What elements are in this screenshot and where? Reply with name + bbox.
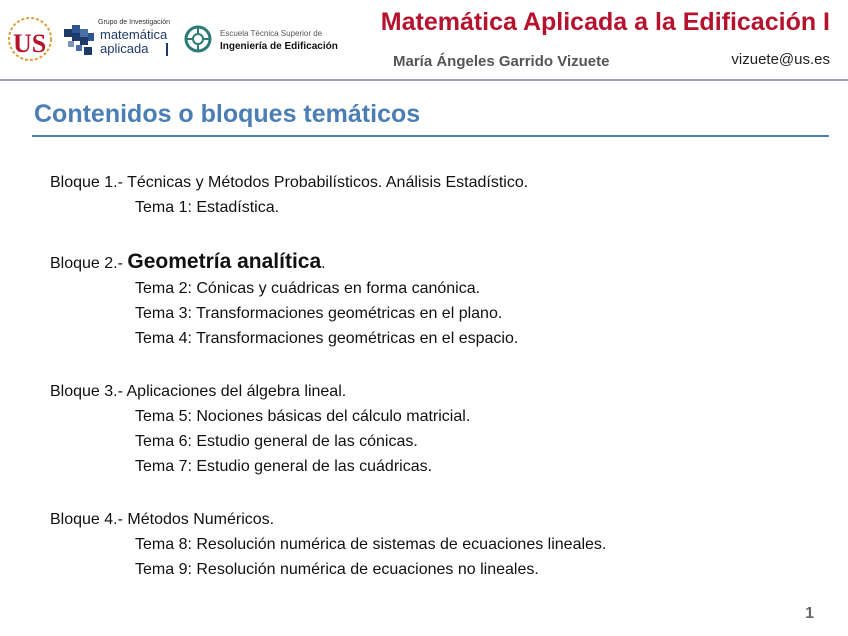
- etsie-logo: [184, 19, 344, 59]
- bloque-heading: [50, 248, 830, 276]
- us-seal-icon: [4, 16, 56, 62]
- bloque-title: Geometría analítica: [127, 250, 322, 273]
- bloque-title: Técnicas y Métodos Probabilísticos. Análisis Estadístico.: [127, 174, 529, 191]
- logos: [4, 14, 344, 64]
- tema-item: Tema 3: Transformaciones geométricas en el plano.: [135, 305, 503, 322]
- bloque-title: Aplicaciones del álgebra lineal.: [126, 383, 347, 400]
- tema-item: Tema 1: Estadística.: [135, 199, 280, 216]
- bloque-label: Bloque 3.-: [50, 383, 127, 400]
- tema-item: Tema 6: Estudio general de las cónicas.: [135, 433, 418, 450]
- tema-item: Tema 9: Resolución numérica de ecuaciones no lineales.: [135, 561, 539, 578]
- tema-item: Tema 7: Estudio general de las cuádricas.: [135, 458, 433, 475]
- tema-item: Tema 5: Nociones básicas del cálculo matricial.: [135, 408, 471, 425]
- header: [0, 0, 848, 80]
- bloque-heading: [50, 507, 830, 532]
- tema-item: Tema 4: Transformaciones geométricas en el espacio.: [135, 330, 519, 347]
- etsie-emblem-icon: [184, 25, 212, 53]
- author-email[interactable]: vizuete@us.es: [731, 51, 830, 68]
- section-divider: [32, 135, 829, 137]
- page-number: 1: [805, 605, 814, 622]
- tema-item: Tema 2: Cónicas y cuádricas en forma canónica.: [135, 280, 481, 297]
- bloque-heading: [50, 379, 830, 404]
- bloque-label: Bloque 2.-: [50, 255, 128, 272]
- matematica-line2: aplicada: [100, 41, 149, 56]
- section-title: Contenidos o bloques temáticos: [34, 100, 421, 128]
- contents-list: [50, 170, 830, 582]
- matematica-line1: matemática: [100, 27, 168, 42]
- us-logo-text: US: [13, 29, 47, 58]
- bloque-title-suffix: .: [321, 255, 326, 272]
- bloque-label: Bloque 1.-: [50, 174, 128, 191]
- etsie-line1: Escuela Técnica Superior de: [220, 29, 323, 38]
- bloque-label: Bloque 4.-: [50, 511, 128, 528]
- tema-item: Tema 8: Resolución numérica de sistemas de ecuaciones lineales.: [135, 536, 607, 553]
- matematica-aplicada-logo: [64, 19, 174, 59]
- us-logo: [4, 16, 56, 62]
- matematica-tag: Grupo de Investigación: [98, 19, 170, 26]
- author-name: María Ángeles Garrido Vizuete: [393, 53, 610, 70]
- course-title: Matemática Aplicada a la Edificación I: [380, 8, 830, 36]
- bloque-title: Métodos Numéricos.: [127, 511, 275, 528]
- bloque-heading: [50, 170, 830, 195]
- header-divider: [0, 79, 848, 81]
- logo-bar: [166, 43, 168, 56]
- etsie-line2: Ingeniería de Edificación: [220, 41, 338, 52]
